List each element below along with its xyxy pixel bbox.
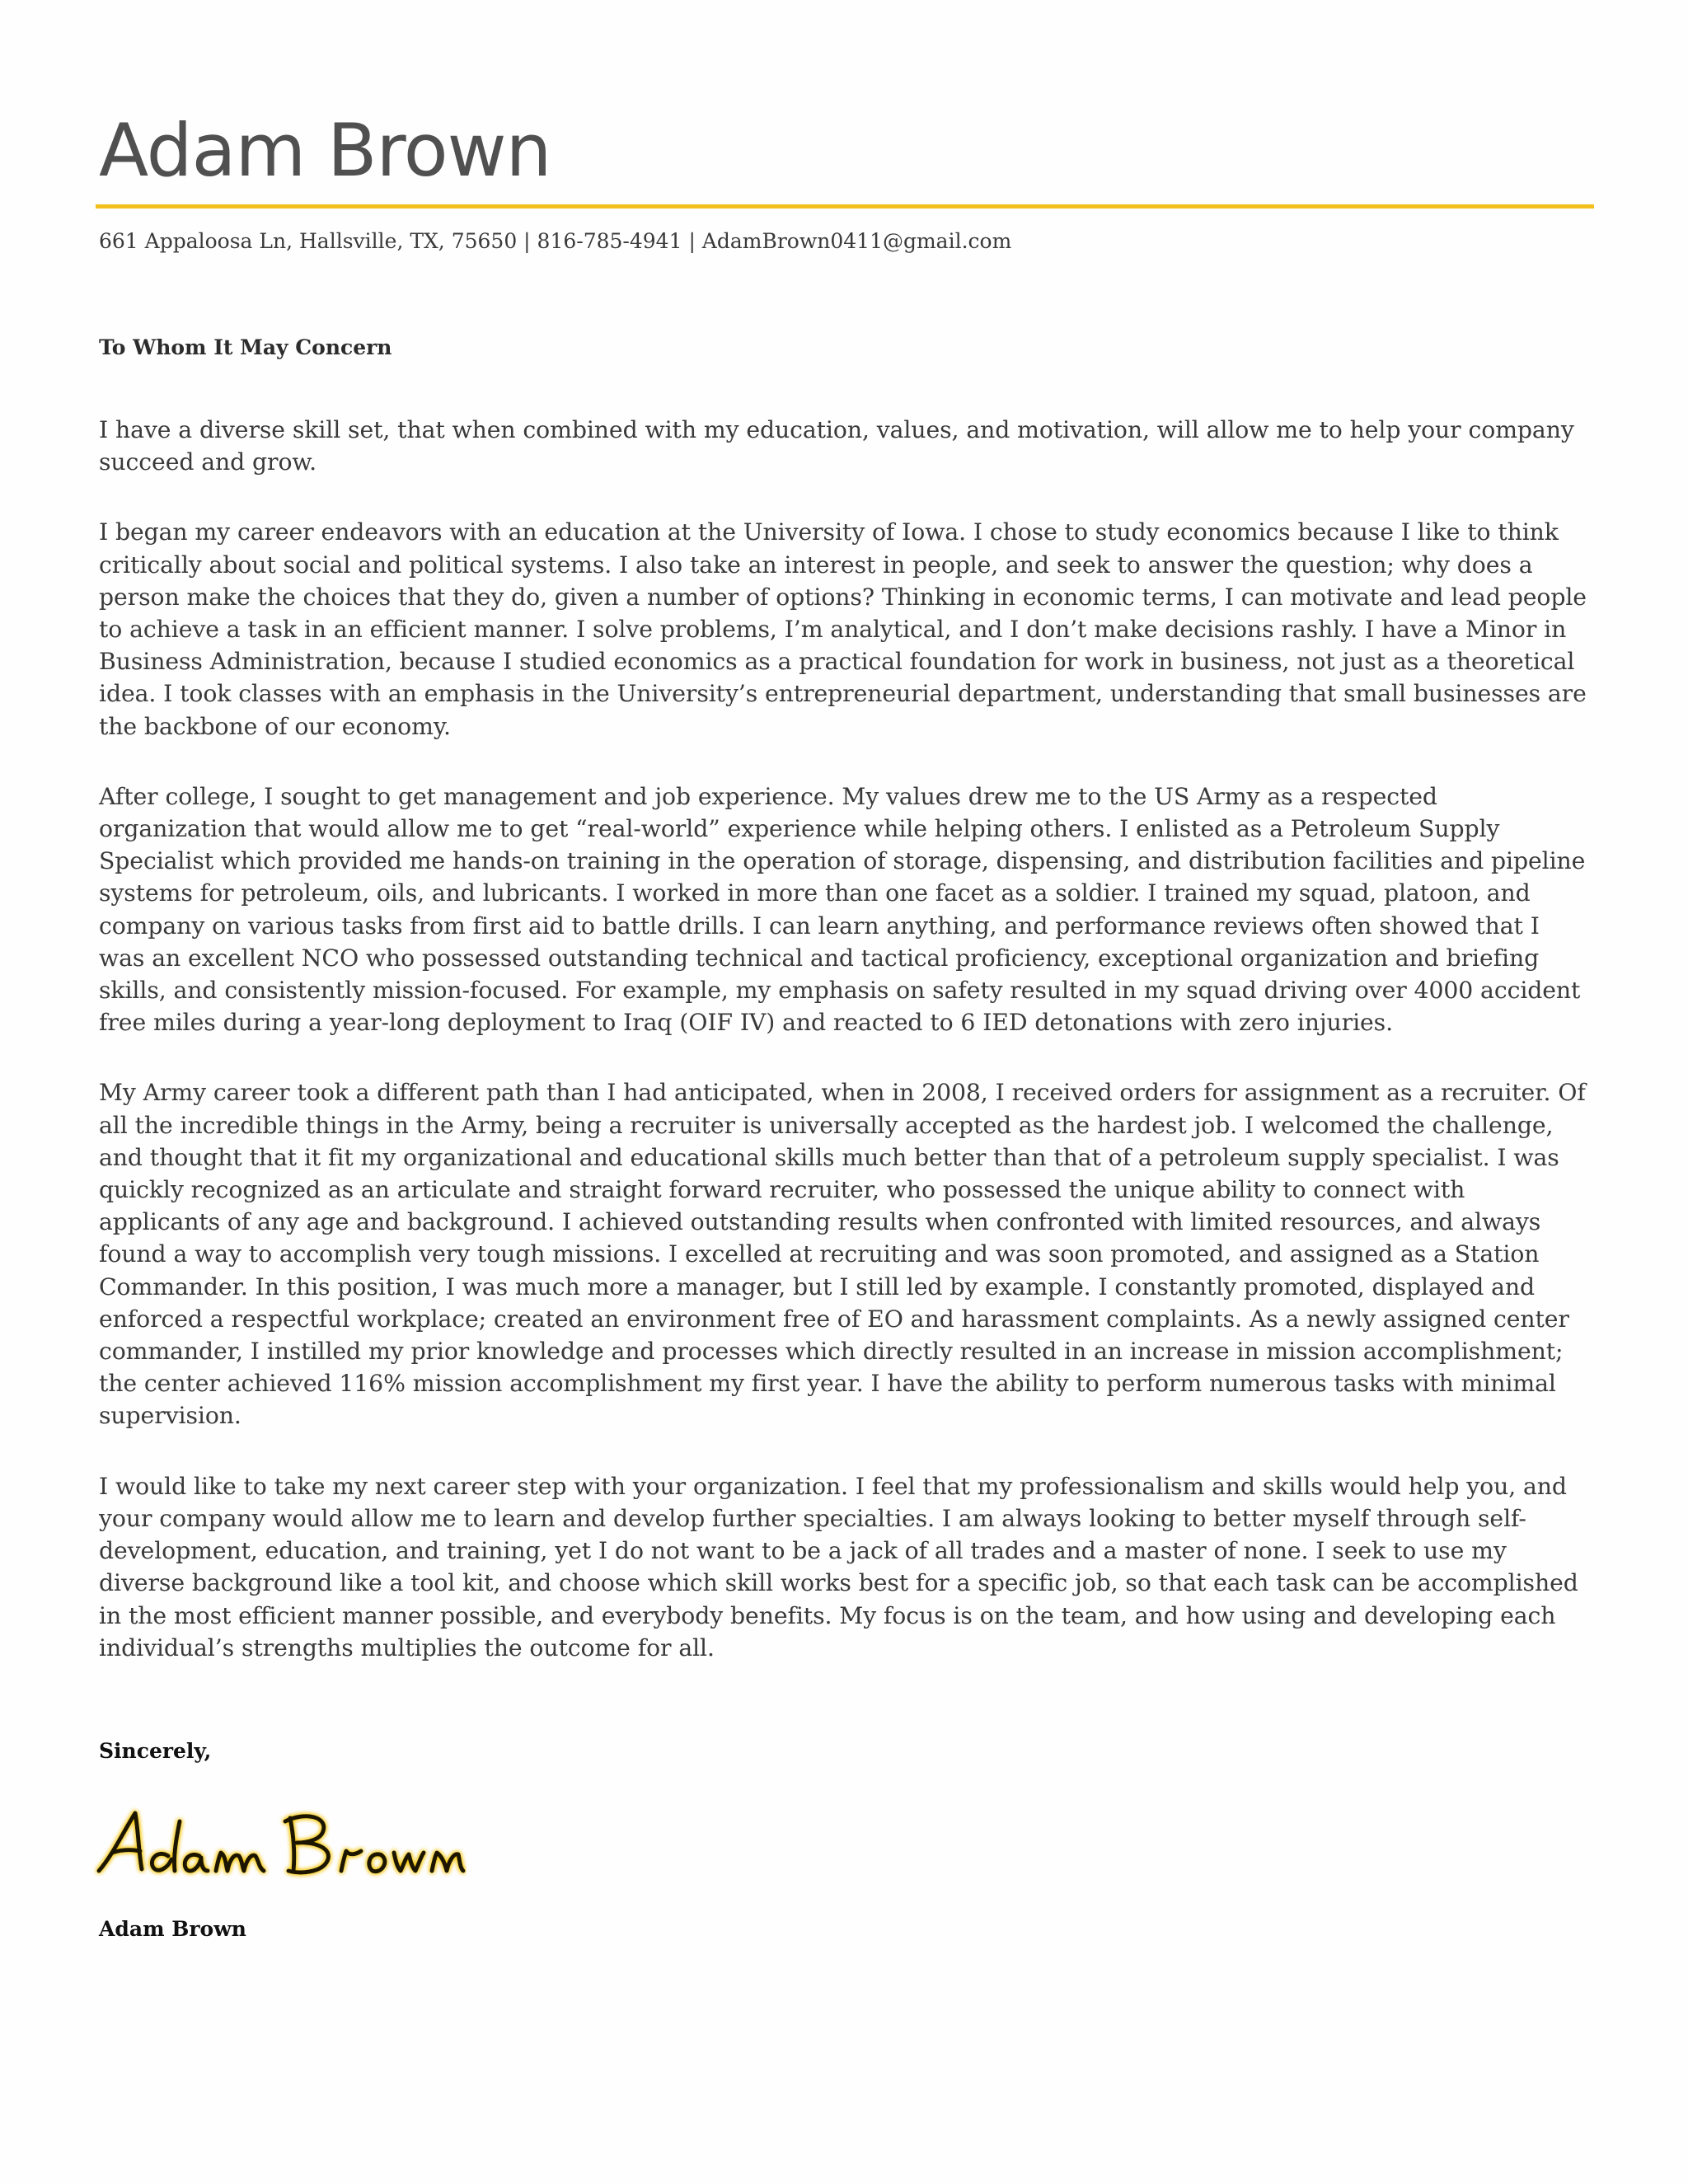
paragraph-education: I began my career endeavors with an education at the University of Iowa. I chose to study economics because I like to think critically about social and political systems. I also take an interest in people, and seek to answer the question; why does a person make the choices that they do, given a number of options? Thinking in economic terms, I can motivate and lead people to achieve a task in an efficient manner. I solve problems, I’m analytical, and I don’t make decisions rashly. I have a Minor in Business Administration, because I studied economics as a practical foundation for work in business, not just as a theoretical idea. I took classes with an emphasis in the University’s entrepreneurial department, understanding that small businesses are the backbone of our economy. xyxy=(99,518,1587,740)
paragraph-recruiter-career: My Army career took a different path than I had anticipated, when in 2008, I received orders for assignment as a recruiter. Of all the incredible things in the Army, being a recruiter is universally accepted as the hardest job. I welcomed the challenge, and thought that it fit my organizational and educational skills much better than that of a petroleum supply specialist. I was quickly recognized as an articulate and straight forward recruiter, who possessed the unique ability to connect with applicants of any age and background. I achieved outstanding results when confronted with limited resources, and always found a way to accomplish very tough missions. I excelled at recruiting and was soon promoted, and assigned as a Station Commander. In this position, I was much more a manager, but I still led by example. I constantly promoted, displayed and enforced a respectful workplace; created an environment free of EO and harassment complaints. As a newly assigned center commander, I instilled my prior knowledge and processes which directly resulted in an increase in mission accomplishment; the center achieved 116% mission accomplishment my first year. I have the ability to perform numerous tasks with minimal supervision. xyxy=(99,1079,1586,1430)
paragraph-intro: I have a diverse skill set, that when combined with my education, values, and motivation, will allow me to help your company succeed and grow. xyxy=(99,416,1574,476)
paragraph-army-experience: After college, I sought to get management and job experience. My values drew me to the US Army as a respected organization that would allow me to get “real-world” experience while helping others. I enlisted as a Petroleum Supply Specialist which provided me hands-on training in the operation of storage, dispensing, and distribution facilities and pipeline systems for petroleum, oils, and lubricants. I worked in more than one facet as a soldier. I trained my squad, platoon, and company on various tasks from first aid to battle drills. I can learn anything, and performance reviews often showed that I was an excellent NCO who possessed outstanding technical and tactical proficiency, exceptional organization and briefing skills, and consistently mission-focused. For example, my emphasis on safety resulted in my squad driving over 4000 accident free miles during a year-long deployment to Iraq (OIF IV) and reacted to 6 IED detonations with zero injuries. xyxy=(99,782,1586,1037)
paragraph-closing-statement: I would like to take my next career step with your organization. I feel that my professionalism and skills would help you, and your company would allow me to learn and develop further specialties. I am always looking to better myself through self-development, education, and training, yet I do not want to be a jack of all trades and a master of none. I seek to use my diverse background like a tool kit, and choose which skill works best for a specific job, so that each task can be accomplished in the most efficient manner possible, and everybody benefits. My focus is on the team, and how using and developing each individual’s strengths multiplies the outcome for all. xyxy=(99,1472,1578,1661)
applicant-name-heading: Adam Brown xyxy=(99,108,551,193)
closing: Sincerely, xyxy=(99,1739,212,1763)
contact-line: 661 Appaloosa Ln, Hallsville, TX, 75650 | 816-785-4941 | AdamBrown0411@gmail.com xyxy=(99,229,1012,253)
salutation: To Whom It May Concern xyxy=(99,335,392,359)
letter-body xyxy=(99,414,1591,1702)
handwritten-signature xyxy=(87,1798,467,1889)
header-divider xyxy=(96,204,1594,209)
signer-name: Adam Brown xyxy=(99,1917,246,1941)
